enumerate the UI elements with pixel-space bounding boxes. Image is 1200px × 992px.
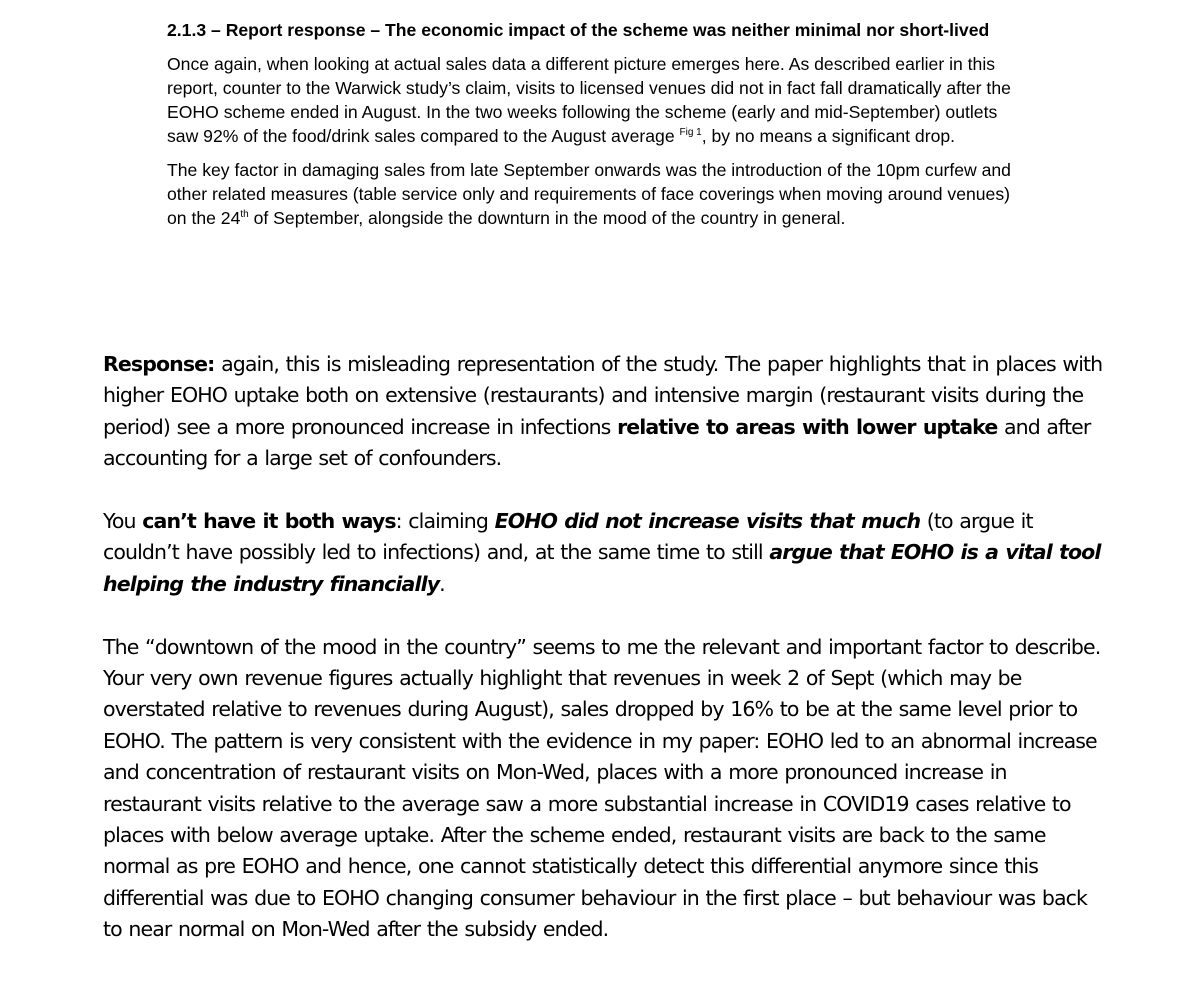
response-label: Response: [103,352,215,376]
response-paragraph-2 [103,506,1103,600]
response-paragraph-1 [103,349,1103,475]
response-paragraph-2-part-c: (to argue it couldn’t have possibly led to infections) and, at the same time to still [103,509,1033,565]
response-paragraph-2-part-b: : claiming [395,509,495,534]
section-heading: 2.1.3 – Report response – The economic impact of the scheme was neither minimal nor short-lived [167,20,990,40]
response-paragraph-1-text: again, this is misleading representation of the study. The paper highlights that in places with higher EOHO uptake both on extensive (restaurants) and intensive margin (restaurant visits during the period) see a more pronounced increase in infections [103,352,1103,439]
quoted-paragraph-1 [167,52,1017,148]
quoted-paragraph-2-text: The key factor in damaging sales from late September onwards was the introduction of the 10pm curfew and other related measures (table service only and requirements of face coverings when moving around venues) on the 24 [167,160,1011,228]
response-paragraph-1-bold: relative to areas with lower uptake [617,414,998,439]
response-paragraph-1-tail: and after accounting for a large set of confounders. [103,414,1091,471]
figure-reference: Fig 1 [679,127,702,138]
quoted-paragraph-1-text: Once again, when looking at actual sales data a different picture emerges here. As described earlier in this report, counter to the Warwick study’s claim, visits to licensed venues did not in fact fall dramatically after the EOHO scheme ended in August. In the two weeks following the scheme (early and mid-September) outlets saw 92% of the food/drink sales compared to the August average [167,54,1011,146]
response-paragraph-3: The “downtown of the mood in the country” seems to me the relevant and important factor to describe. Your very own revenue figures actually highlight that revenues in week 2 of Sept (which may be overstated relative to revenues during August), sales dropped by 16% to be at the same level prior to EOHO. The pattern is very consistent with the evidence in my paper: EOHO led to an abnormal increase and concentration of restaurant visits on Mon-Wed, places with a more pronounced increase in restaurant visits relative to the average saw a more substantial increase in COVID19 cases relative to places with below average uptake. After the scheme ended, restaurant visits are back to the same normal as pre EOHO and hence, one cannot statistically detect this differential anymore since this differential was due to EOHO changing consumer behaviour in the first place – but behaviour was back to near normal on Mon-Wed after the subsidy ended. [103,634,1101,942]
response-paragraph-2-bold: can’t have it both ways [142,509,396,534]
author-response [103,349,1103,977]
quoted-paragraph-2 [167,158,1017,230]
quoted-report-excerpt [167,18,1017,240]
response-paragraph-2-emphasis-1: EOHO did not increase visits that much [494,509,921,534]
response-paragraph-2-part-a: You [103,509,143,534]
ordinal-suffix: th [240,209,249,220]
quoted-paragraph-2-tail: of September, alongside the downturn in the mood of the country in general. [248,208,846,228]
response-paragraph-2-part-d: . [439,571,445,596]
response-paragraph-2-emphasis-2: argue that EOHO is a vital tool helping the industry financially [103,540,1101,596]
quoted-paragraph-1-tail: , by no means a significant drop. [701,126,956,146]
